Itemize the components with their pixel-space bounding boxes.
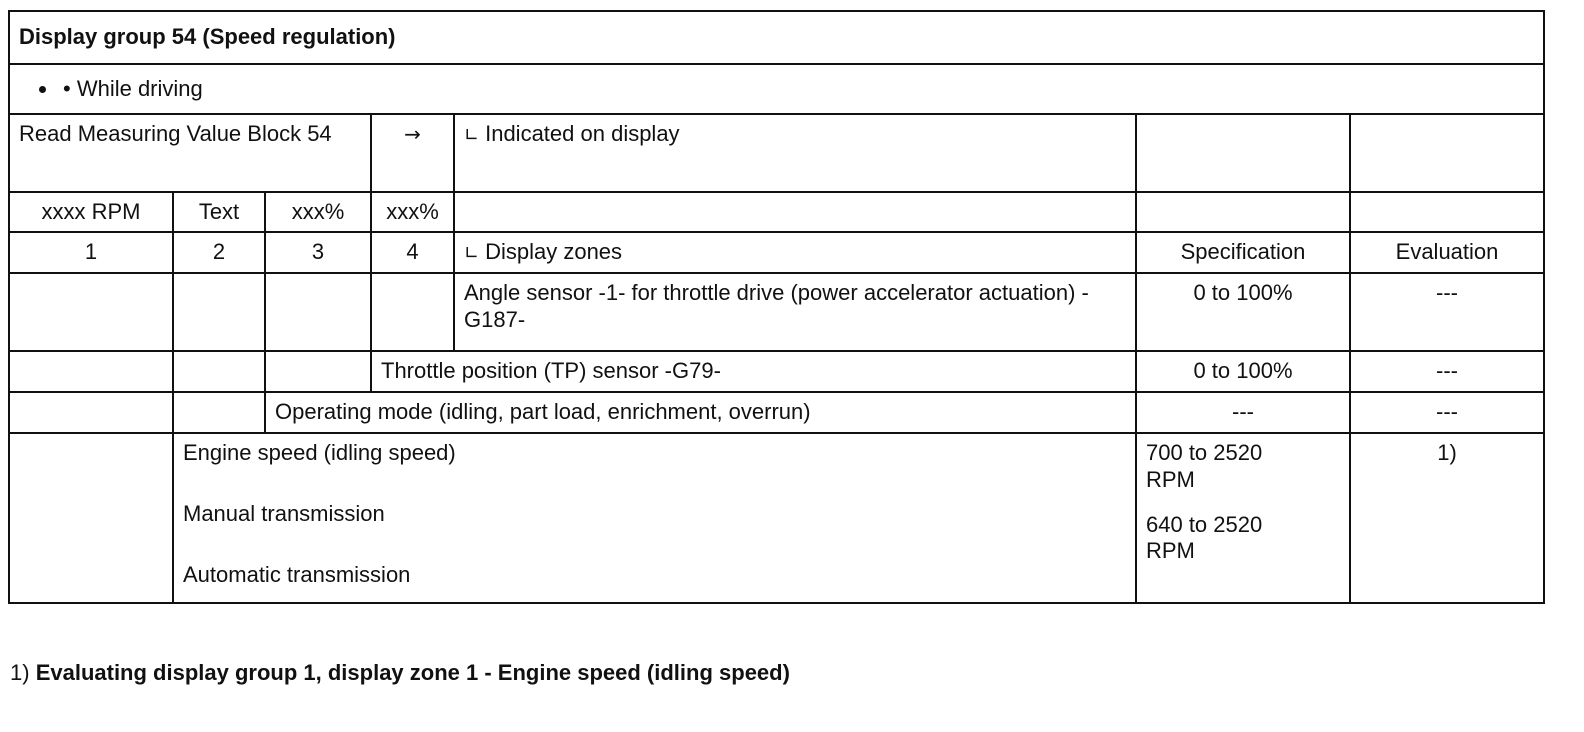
angle-icon: ∟ <box>464 243 480 265</box>
evaluation-header: Evaluation <box>1350 232 1544 273</box>
zone-description: Operating mode (idling, part load, enrichment, overrun) <box>265 392 1136 433</box>
engine-speed-label: Engine speed (idling speed) <box>183 439 456 465</box>
display-zones-label: Display zones <box>485 239 623 265</box>
spec-automatic: 640 to 2520 RPM <box>1146 511 1263 564</box>
read-row <box>9 114 1544 192</box>
footnote-marker: 1) <box>10 660 30 685</box>
footnote-text: Evaluating display group 1, display zone 1 - Engine speed (idling speed) <box>35 660 790 685</box>
empty-cell <box>1136 192 1350 233</box>
empty-cell <box>1350 192 1544 233</box>
specification-header: Specification <box>1136 232 1350 273</box>
empty-cell <box>1136 114 1350 192</box>
zone-specification: --- <box>1136 392 1350 433</box>
read-measuring-label: Read Measuring Value Block 54 <box>9 114 371 192</box>
unit-cell-3: xxx% <box>265 192 371 233</box>
empty-cell <box>173 392 265 433</box>
empty-cell <box>9 351 173 392</box>
unit-cell-4: xxx% <box>371 192 454 233</box>
empty-cell <box>265 273 371 351</box>
condition-row <box>9 64 1544 114</box>
table-row <box>9 392 1544 433</box>
empty-cell <box>371 273 454 351</box>
units-row <box>9 192 1544 233</box>
zone-specification: 0 to 100% <box>1136 351 1350 392</box>
zone-specification: 0 to 100% <box>1136 273 1350 351</box>
indicated-label: Indicated on display <box>485 120 680 146</box>
angle-icon: ∟ <box>464 124 480 146</box>
condition-item: • • While driving <box>59 76 1534 103</box>
empty-cell <box>9 273 173 351</box>
table-row <box>9 351 1544 392</box>
table-row <box>9 273 1544 351</box>
display-group-table <box>8 10 1545 604</box>
automatic-transmission-label: Automatic transmission <box>183 561 411 587</box>
zone-number-4: 4 <box>371 232 454 273</box>
empty-cell <box>1350 114 1544 192</box>
empty-cell <box>9 433 173 603</box>
spec-manual: 700 to 2520 RPM <box>1146 439 1263 492</box>
empty-cell <box>265 351 371 392</box>
zone-description: Throttle position (TP) sensor -G79- <box>371 351 1136 392</box>
condition-list <box>19 76 1534 103</box>
empty-cell <box>173 273 265 351</box>
zone-numbers-row <box>9 232 1544 273</box>
zone-number-2: 2 <box>173 232 265 273</box>
engine-speed-row <box>9 433 1544 603</box>
zone-evaluation: --- <box>1350 392 1544 433</box>
zone-evaluation: --- <box>1350 351 1544 392</box>
table-title: Display group 54 (Speed regulation) <box>9 11 1544 64</box>
engine-evaluation: 1) <box>1350 433 1544 603</box>
footnote <box>10 660 790 686</box>
zone-number-1: 1 <box>9 232 173 273</box>
zone-evaluation: --- <box>1350 273 1544 351</box>
manual-transmission-label: Manual transmission <box>183 500 385 526</box>
unit-cell-1: xxxx RPM <box>9 192 173 233</box>
arrow-right-icon: → <box>404 121 421 146</box>
empty-cell <box>9 392 173 433</box>
zone-number-3: 3 <box>265 232 371 273</box>
unit-cell-2: Text <box>173 192 265 233</box>
empty-cell <box>454 192 1136 233</box>
empty-cell <box>173 351 265 392</box>
zone-description: Angle sensor -1- for throttle drive (power accelerator actuation) -G187- <box>454 273 1136 351</box>
title-row <box>9 11 1544 64</box>
